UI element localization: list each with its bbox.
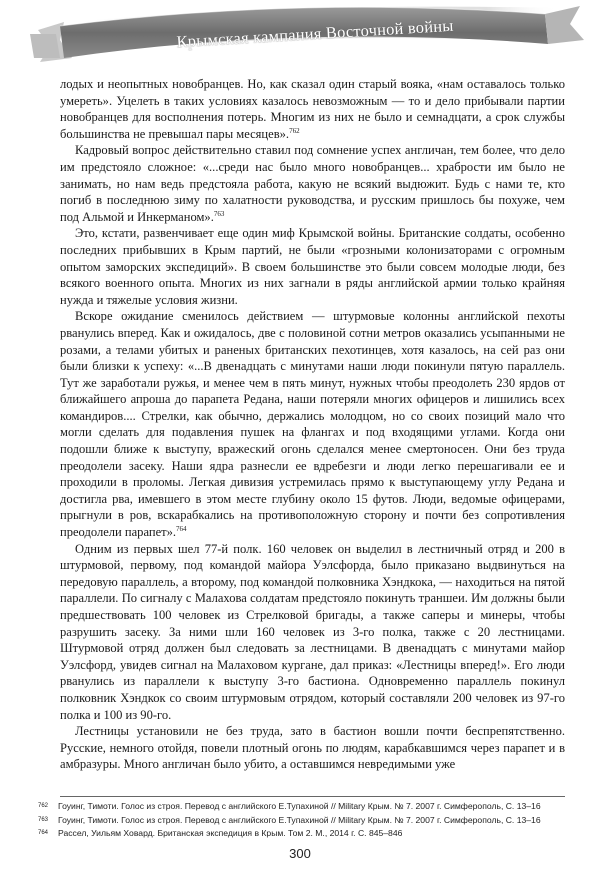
paragraph-text: Вскоре ожидание сменилось действием — штурмовые колонны английской пехоты рванулись вперед. Как и ожидалось, две с половиной сотни метров оказались усыпанными не розами, а телами убитых и раненых британских пехотинцев, хотя казалось, на сей раз они были близки к успеху: «...В двенадцать с минутами наши люди покинули пятую параллель. Тут же заработали ружья, и менее чем в пять минут, нужных чтобы преодолеть 230 ярдов от ближайшего апроша до парапета Редана, наши потеряли многих офицеров и лишились всех командиров.... Стрелки, как обычно, держались молодцом, но со своих позиций мало что могли сделать для подавления пушек на флангах и под входящими углами. Когда они подошли ближе к выступу, вражеский огонь сделался менее смертоносен. Они без труда преодолели засеку. Наши ядра разнесли ее вдребезги и люди легко перешагивали ее и проходили в проломы. Легкая дивизия устремилась прямо к выступающему углу Редана и достигла рва, имевшего в этом месте глубину около 15 футов. Люди, ведомые офицерами, прыгнули в ров, вскарабкались на противоположную сторону и почти без сопротивления преодолели парапет». bbox=[60, 309, 565, 540]
paragraph-text: Лестницы установили не без труда, зато в бастион вошли почти беспрепятственно. Русские, немного отойдя, повели плотный огонь по людям, карабкавшимся через парапет и в амбразуры. Много англичан было убито, а оставшимся невредимыми уже bbox=[60, 724, 565, 772]
paragraph bbox=[60, 225, 565, 308]
footnote-ref: 764 bbox=[176, 524, 187, 533]
paragraph-text: Кадровый вопрос действительно ставил под сомнение успех англичан, тем более, что дело им предстояло сложное: «...среди нас было много новобранцев... храбрости им было не занимать, но нам ведь предстояла работа, какую не всякий выдюжит. Будь с нами те, кто погиб в последнюю зиму по халатности руководства, и русским пришлось бы похуже, чем под Альмой и Инкерманом». bbox=[60, 143, 565, 224]
footnote-number: 764 bbox=[38, 830, 49, 836]
paragraph bbox=[60, 142, 565, 225]
paragraph bbox=[60, 308, 565, 540]
footnote-divider bbox=[60, 796, 565, 797]
paragraph-text: лодых и неопытных новобранцев. Но, как сказал один старый вояка, «нам оставалось только умереть». Уцелеть в таких условиях казалось невозможным — то и дело прибывали партии новобранцев для восполнения потерь. Многим из них не было и семнадцати, а срок службы большинства не превышал пары месяцев». bbox=[60, 77, 565, 141]
paragraph bbox=[60, 723, 565, 773]
footnote bbox=[38, 800, 568, 814]
footnote-number: 762 bbox=[38, 803, 49, 809]
running-header-title: Крымская кампания Восточной войны bbox=[175, 15, 454, 52]
footnote-ref: 762 bbox=[289, 126, 300, 135]
footnote-text: Гоуинг, Тимоти. Голос из строя. Перевод с английского Е.Тупахиной // Military Крым. № 7. 2007 г. Симферополь, С. 13–16 bbox=[58, 801, 541, 811]
footnote-text: Гоуинг, Тимоти. Голос из строя. Перевод с английского Е.Тупахиной // Military Крым. № 7. 2007 г. Симферополь, С. 13–16 bbox=[58, 814, 541, 825]
main-text bbox=[60, 76, 565, 773]
paragraph bbox=[60, 76, 565, 142]
header-banner bbox=[0, 0, 600, 68]
footnotes bbox=[38, 800, 568, 841]
footnote-number: 763 bbox=[38, 816, 49, 823]
footnote bbox=[38, 814, 568, 828]
footnote-ref: 763 bbox=[213, 209, 225, 218]
paragraph bbox=[60, 541, 565, 724]
footnote bbox=[38, 827, 568, 841]
paragraph-text: Одним из первых шел 77-й полк. 160 человек он выделил в лестничный отряд и 200 в штурмовой, первому, под командой майора Уэлсфорда, было приказано выдвинуться на передовую параллель, а второму, под командой полковника Хэндкока, — находиться на пятой параллели. По сигналу с Малахова солдатам предстояло покинуть траншеи. Им должны были предшествовать 100 человек из Стрелковой бригады, а также саперы и минеры, чтобы разрушить засеку. За ними шли 160 человек из 3-го полка, также с 20 лестницами. Штурмовой отряд должен был следовать за лестницами. В двенадцать с минутами майор Уэлсфорд, увидев сигнал на Малаховом кургане, дал приказ: «Лестницы вперед!». Его люди рванулись из параллели к выступу 3-го бастиона. Одновременно параллель покинул полковник Хэндкок со своим штурмовым отрядом, который составляли 200 человек из 97-го полка и 100 из 90-го. bbox=[60, 541, 565, 722]
paragraph-text: Это, кстати, развенчивает еще один миф Крымской войны. Британские солдаты, особенно последних прибывших в Крым партий, не были «грозными колонизаторами с огромным опытом заморских экспедиций». В своем большинстве это были совсем молодые люди, без всякого военного опыта. Многих из них загнали в ряды английской армии только крайняя нужда и тяжелые условия жизни. bbox=[60, 226, 565, 307]
page-number: 300 bbox=[289, 846, 311, 861]
footnote-text: Рассел, Уильям Ховард. Британская экспедиция в Крым. Том 2. М., 2014 г. С. 845–846 bbox=[58, 828, 403, 838]
